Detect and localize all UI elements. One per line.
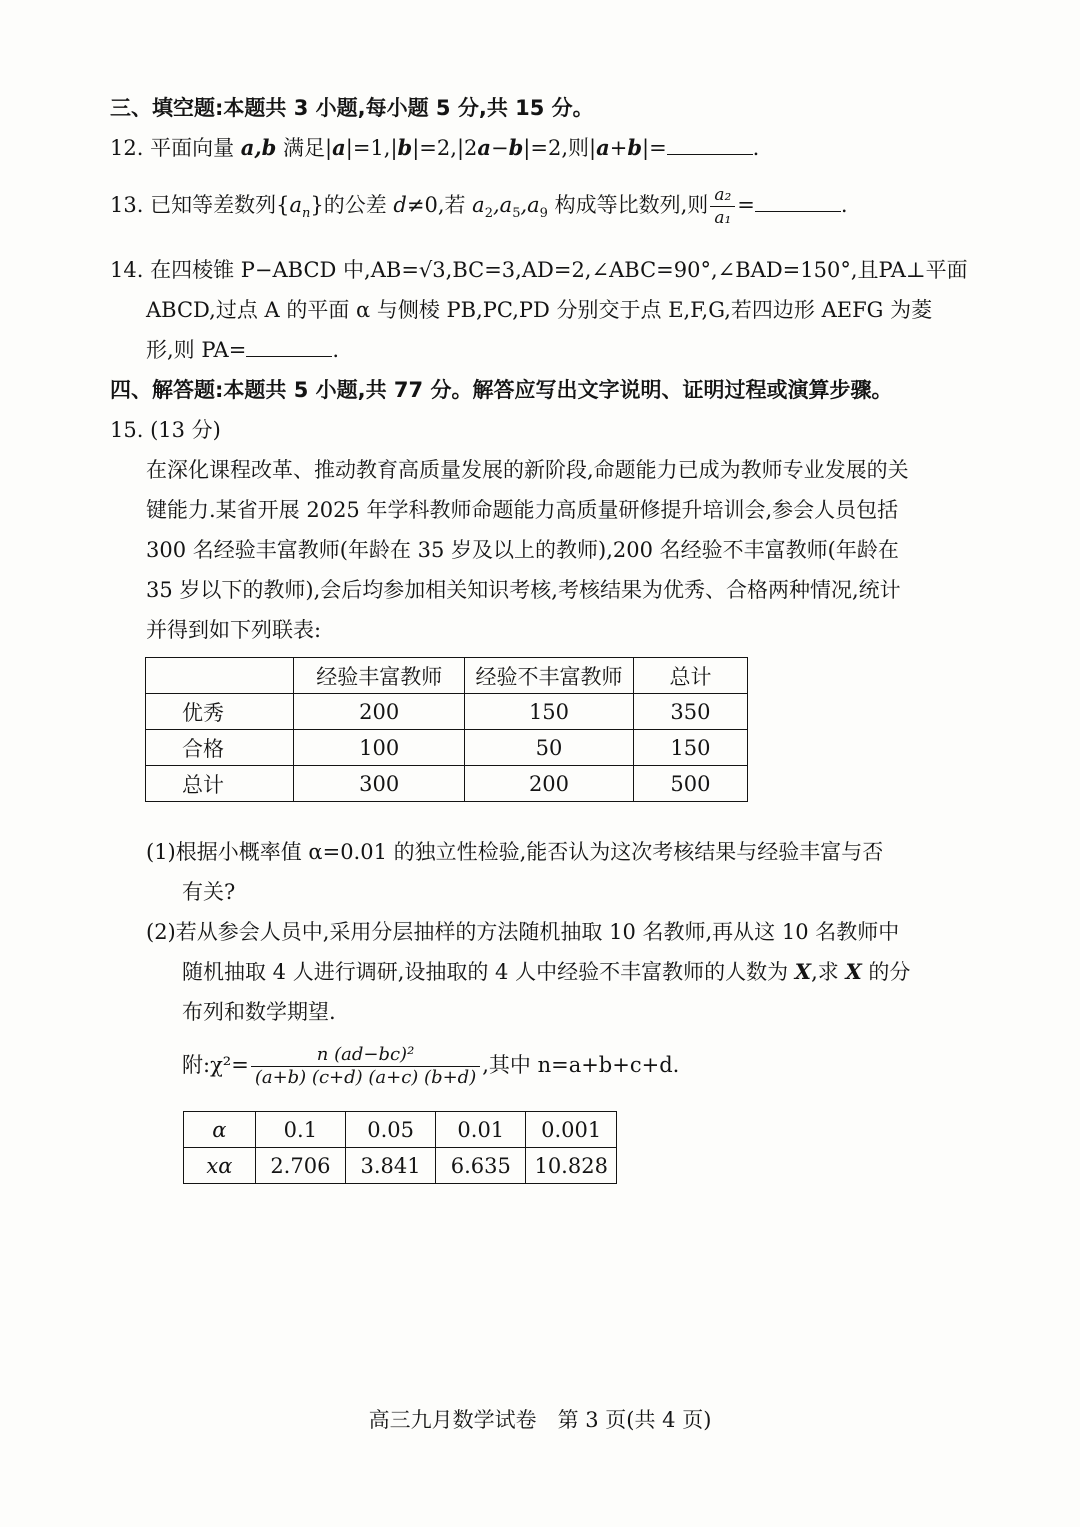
table-cell: 0.001 bbox=[526, 1112, 617, 1148]
q15-part2-text-b: ,求 bbox=[811, 960, 846, 984]
table-header-row bbox=[146, 658, 748, 694]
q15-part-2-line-1: (2)若从参会人员中,采用分层抽样的方法随机抽取 10 名教师,再从这 10 名教师中 bbox=[146, 920, 900, 944]
q13-eq: = bbox=[737, 193, 755, 217]
table-cell: 合格 bbox=[146, 730, 294, 766]
q15-part-1-line-1: (1)根据小概率值 α=0.01 的独立性检验,能否认为这次考核结果与经验丰富与否 bbox=[146, 840, 884, 864]
q15-part-2-line-3: 布列和数学期望. bbox=[182, 1000, 336, 1024]
table-cell: 100 bbox=[294, 730, 465, 766]
q13-s2: 2 bbox=[484, 206, 493, 222]
table-cell: 2.706 bbox=[255, 1148, 345, 1184]
q12-vb: b bbox=[397, 135, 413, 160]
q12-text-d: |=2,|2 bbox=[412, 136, 478, 160]
table-cell: 经验不丰富教师 bbox=[465, 658, 634, 694]
q13-frac-den: a₁ bbox=[714, 208, 732, 228]
q13-number: 13. bbox=[110, 193, 144, 217]
q13-text-c: ≠0,若 bbox=[406, 193, 473, 217]
answer-blank-14[interactable] bbox=[246, 338, 332, 357]
q14-end: . bbox=[332, 338, 340, 362]
answer-blank-12[interactable] bbox=[667, 136, 753, 155]
q12-v2b: b bbox=[508, 135, 524, 160]
q15-para-line: 键能力.某省开展 2025 年学科教师命题能力高质量研修提升培训会,参会人员包括 bbox=[146, 498, 899, 522]
q12-v2a: a bbox=[477, 135, 491, 160]
q12-plus: + bbox=[609, 136, 628, 160]
table-cell: 经验丰富教师 bbox=[294, 658, 465, 694]
q15-var-x: X bbox=[794, 959, 812, 984]
q13-a2: a bbox=[472, 193, 485, 217]
table-row bbox=[146, 766, 748, 802]
q12-text-b: 满足| bbox=[276, 136, 333, 160]
table-cell: 10.828 bbox=[526, 1148, 617, 1184]
q12-text: 平面向量 bbox=[143, 136, 241, 160]
q13-text-b: }的公差 bbox=[310, 193, 394, 217]
q12-end: . bbox=[752, 136, 760, 160]
q12-number: 12. bbox=[110, 136, 144, 160]
table-row bbox=[184, 1148, 617, 1184]
q12-vectors: a,b bbox=[240, 135, 277, 160]
section-3-title: 三、填空题:本题共 3 小题,每小题 5 分,共 15 分。 bbox=[110, 96, 594, 120]
formula-prefix: 附:χ²= bbox=[182, 1053, 249, 1077]
q15-para-line: 300 名经验丰富教师(年龄在 35 岁及以上的教师),200 名经验不丰富教师(年龄在 bbox=[146, 538, 899, 562]
table-cell: 总计 bbox=[633, 658, 747, 694]
q13-text-d: 构成等比数列,则 bbox=[547, 193, 709, 217]
table-cell: 200 bbox=[465, 766, 634, 802]
section-4-title: 四、解答题:本题共 5 小题,共 77 分。解答应写出文字说明、证明过程或演算步骤。 bbox=[110, 378, 893, 402]
q15-para-line: 并得到如下列联表: bbox=[146, 618, 322, 642]
q13-an: a bbox=[289, 193, 302, 217]
table-cell: 50 bbox=[465, 730, 634, 766]
q15-var-x: X bbox=[845, 959, 862, 984]
formula-numerator: n (ad−bc)² bbox=[251, 1044, 480, 1067]
table-row bbox=[146, 694, 748, 730]
q15-part2-text-a: 随机抽取 4 人进行调研,设抽取的 4 人中经验不丰富教师的人数为 bbox=[182, 960, 795, 984]
question-15-header: 15. (13 分) bbox=[110, 418, 221, 442]
q13-d: d bbox=[393, 193, 407, 217]
question-14-line-3 bbox=[146, 336, 339, 364]
table-cell: 6.635 bbox=[436, 1148, 526, 1184]
question-14-line-1: 14. 在四棱锥 P−ABCD 中,AB=√3,BC=3,AD=2,∠ABC=90°,∠BAD=150°,且PA⊥平面 bbox=[110, 258, 968, 282]
q12-minus: − bbox=[491, 136, 509, 160]
table-cell: 0.1 bbox=[255, 1112, 345, 1148]
critical-value-table bbox=[183, 1111, 617, 1184]
question-12 bbox=[110, 134, 759, 162]
table-cell: α bbox=[184, 1112, 256, 1148]
q15-part2-text-c: 的分 bbox=[861, 960, 911, 984]
answer-blank-13[interactable] bbox=[755, 193, 841, 212]
contingency-table bbox=[145, 657, 748, 802]
formula-suffix: ,其中 n=a+b+c+d. bbox=[482, 1053, 680, 1077]
q15-para-line: 35 岁以下的教师),会后均参加相关知识考核,考核结果为优秀、合格两种情况,统计 bbox=[146, 578, 901, 602]
q15-part-1-line-2: 有关? bbox=[182, 880, 236, 904]
q12-va: a bbox=[332, 135, 346, 160]
page-footer: 高三九月数学试卷 第 3 页(共 4 页) bbox=[368, 1408, 712, 1432]
q12-text-f: |= bbox=[642, 136, 667, 160]
table-row bbox=[184, 1112, 617, 1148]
table-cell: 500 bbox=[633, 766, 747, 802]
formula-fraction bbox=[251, 1044, 480, 1089]
chi-square-formula bbox=[182, 1040, 679, 1090]
q13-frac-num: a₂ bbox=[710, 184, 735, 207]
table-cell: 300 bbox=[294, 766, 465, 802]
table-cell: 0.05 bbox=[345, 1112, 435, 1148]
table-cell: 350 bbox=[633, 694, 747, 730]
q13-an-sub: n bbox=[301, 206, 311, 222]
table-cell: 150 bbox=[633, 730, 747, 766]
table-cell: xα bbox=[184, 1148, 256, 1184]
q12-text-e: |=2,则| bbox=[523, 136, 597, 160]
q14-line3-text: 形,则 PA= bbox=[146, 338, 247, 362]
formula-denominator: (a+b) (c+d) (a+c) (b+d) bbox=[254, 1067, 477, 1088]
q15-para-line: 在深化课程改革、推动教育高质量发展的新阶段,命题能力已成为教师专业发展的关 bbox=[146, 458, 909, 482]
question-14-line-2: ABCD,过点 A 的平面 α 与侧棱 PB,PC,PD 分别交于点 E,F,G,若四边形 AEFG 为菱 bbox=[146, 298, 933, 322]
table-cell bbox=[146, 658, 294, 694]
table-cell: 200 bbox=[294, 694, 465, 730]
q13-text-a: 已知等差数列{ bbox=[143, 193, 290, 217]
table-row bbox=[146, 730, 748, 766]
table-cell: 优秀 bbox=[146, 694, 294, 730]
q13-a9: ,a bbox=[520, 193, 540, 217]
q13-a5: ,a bbox=[492, 193, 513, 217]
q12-vsa: a bbox=[596, 135, 610, 160]
q15-part-2-line-2 bbox=[182, 958, 910, 986]
q13-fraction bbox=[710, 184, 735, 229]
q13-s5: 5 bbox=[512, 206, 521, 222]
table-cell: 0.01 bbox=[436, 1112, 526, 1148]
table-cell: 3.841 bbox=[345, 1148, 435, 1184]
q12-vsb: b bbox=[627, 135, 642, 160]
table-cell: 总计 bbox=[146, 766, 294, 802]
q13-s9: 9 bbox=[539, 206, 548, 222]
q13-end: . bbox=[840, 193, 848, 217]
q12-text-c: |=1,| bbox=[345, 136, 398, 160]
question-13 bbox=[110, 180, 848, 239]
table-cell: 150 bbox=[465, 694, 634, 730]
